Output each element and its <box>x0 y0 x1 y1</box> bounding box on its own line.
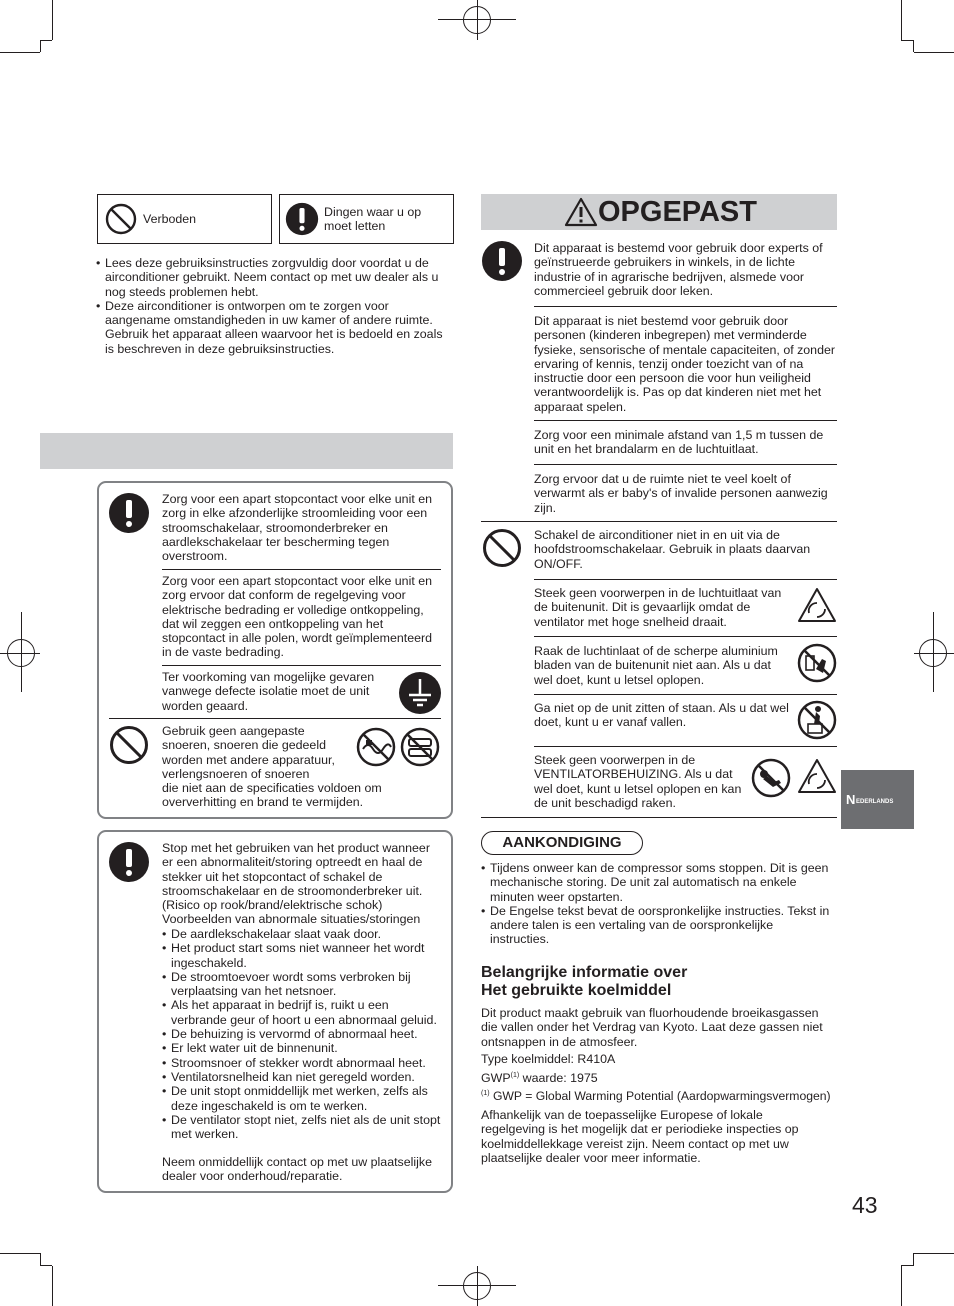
list-item: • De ventilator stopt niet, zelfs niet als de unit stopt met werken. <box>162 1113 442 1142</box>
caution-paragraph: Ga niet op de unit zitten of staan. Als u dat wel doet, kunt u er vanaf vallen. <box>534 701 789 730</box>
language-tab <box>841 770 914 829</box>
list-item: • Het product start soms niet wanneer het wordt ingeschakeld. <box>162 941 442 970</box>
box2-intro: Stop met het gebruiken van het product wanneer er een abnormaliteit/storing optreedt en haal de stekker uit het stopcontact of schakel de stroomschakelaar en de stroomonderbreker uit. (Risico op rook/brand/elektrische schok) <box>162 841 430 913</box>
list-item: • De stroomtoevoer wordt soms verbroken bij verplaatsing van het netsnoer. <box>162 970 442 999</box>
prohibited-icon <box>105 203 137 235</box>
caution-paragraph: Dit apparaat is bestemd voor gebruik door experts of geïnstrueerde gebruikers in winkels, in de lichte industrie of in agrarische bedrijven, alsmede voor commercieel gebruik door leken. <box>534 241 823 298</box>
gwp-sup: (1) <box>510 1071 520 1079</box>
language-tab-rest: EDERLANDS <box>856 799 894 805</box>
box2-examples-title: Voorbeelden van abnormale situaties/storingen <box>162 912 421 926</box>
refrigerant-gwp <box>481 1071 598 1085</box>
footnote-text: GWP = Global Warming Potential (Aardopwarmingsvermogen) <box>489 1089 831 1103</box>
warning-triangle-icon <box>564 197 598 227</box>
prohibited-icon <box>482 528 522 568</box>
caution-paragraph: Steek geen voorwerpen in de luchtuitlaat van de buitenunit. Dit is gevaarlijk omdat de ventilator met hoge snelheid draait. <box>534 586 782 629</box>
no-extension-cord-icon <box>400 727 440 767</box>
notice-list <box>481 861 833 947</box>
box2-outro: Neem onmiddellijk contact op met uw plaatselijke dealer voor onderhoud/reparatie. <box>162 1155 432 1184</box>
caution-paragraph: Zorg voor een minimale afstand van 1,5 m tussen de unit en het brandalarm en de luchtuitlaat. <box>534 428 824 457</box>
refrigerant-paragraph: Dit product maakt gebruik van fluorhoudende broeikasgassen die vallen onder het Verdrag van Kyoto. Laat deze gassen niet ontsnappen in de atmosfeer. <box>481 1006 823 1049</box>
legend-prohibited-label: Verboden <box>143 212 197 226</box>
no-modified-cord-icon <box>356 727 396 767</box>
exclamation-icon <box>109 493 149 533</box>
list-item: • Tijdens onweer kan de compressor soms stoppen. Dit is geen mechanische storing. De unit zal automatisch na enkele minuten weer opstarten. <box>481 861 833 904</box>
caution-title: OPGEPAST <box>598 196 757 228</box>
exclamation-icon <box>482 241 522 281</box>
refrigerant-type: Type koelmiddel: R410A <box>481 1052 616 1066</box>
ground-icon <box>399 672 441 714</box>
page-number: 43 <box>852 1192 878 1218</box>
box1-paragraph: Zorg voor een apart stopcontact voor elke unit en zorg in elke afzonderlijke stroomleiding voor een stroomschakelaar, stroomonderbreker en aardlekschakelaar ter bescherming tegen overstroom. <box>162 492 432 564</box>
no-insert-fan-casing-icon <box>751 758 791 798</box>
caution-banner <box>481 194 837 230</box>
refrigerant-heading-line2: Het gebruikte koelmiddel <box>481 982 672 999</box>
list-item: • Als het apparaat in bedrijf is, ruikt u een verbrande geur of hoort u een abnormaal geluid. <box>162 998 442 1027</box>
caution-paragraph: Zorg ervoor dat u de ruimte niet te veel koelt of verwarmt als er baby's of invalide personen aanwezig zijn. <box>534 472 828 515</box>
rotating-fan-warning-icon <box>797 587 837 623</box>
notice-tag: AANKONDIGING <box>481 831 643 855</box>
list-item: • De behuizing is vervormd of abnormaal heet. <box>162 1027 442 1041</box>
abnormality-list <box>162 927 442 1141</box>
legend-prohibited <box>97 194 272 244</box>
footnote-sup: (1) <box>481 1089 490 1097</box>
refrigerant-heading-line1: Belangrijke informatie over <box>481 964 688 981</box>
list-item: • Ventilatorsnelheid kan niet geregeld worden. <box>162 1070 442 1084</box>
refrigerant-paragraph: Afhankelijk van de toepasselijke Europese of lokale regelgeving is het mogelijk dat er periodieke inspecties op koelmiddellekkage vereist zijn. Neem contact op met uw plaatselijke dealer voor meer informatie. <box>481 1108 799 1165</box>
gwp-label: GWP <box>481 1071 511 1085</box>
intro-list <box>96 256 454 356</box>
exclamation-icon <box>109 842 149 882</box>
caution-paragraph: Schakel de airconditioner niet in en uit via de hoofdstroomschakelaar. Gebruik in plaats daarvan ON/OFF. <box>534 528 811 571</box>
caution-paragraph: Raak de luchtinlaat of de scherpe aluminium bladen van de buitenunit niet aan. Als u dat wel doet, kunt u letsel oplopen. <box>534 644 778 687</box>
intro-item: • Lees deze gebruiksinstructies zorgvuldig door voordat u de airconditioner gebruikt. Neem contact op met uw dealer als u nog steeds problemen hebt. <box>96 256 454 299</box>
no-standing-on-unit-icon <box>797 700 837 740</box>
prohibited-icon <box>109 725 149 765</box>
box1-paragraph: die niet aan de specificaties voldoen om oververhitting en brand te vermijden. <box>162 781 382 810</box>
legend-attention-label: Dingen waar u op moet letten <box>324 205 422 233</box>
intro-item: • Deze airconditioner is ontworpen om te zorgen voor aangename omstandigheden in uw kamer of andere ruimte. Gebruik het apparaat alleen waarvoor het is bedoeld en zoals is beschreven in deze gebruiksinstructies. <box>96 299 454 356</box>
box1-paragraph: Zorg voor een apart stopcontact voor elke unit en zorg ervoor dat conform de regelgeving voor elektrische bedrading er volledige ontkoppeling, dat wil zeggen een ontkoppeling van het stopcontact in alle polen, wordt geïmplementeerd in de vaste bedrading. <box>162 574 432 660</box>
list-item: • De aardlekschakelaar slaat vaak door. <box>162 927 442 941</box>
gwp-value: waarde: 1975 <box>519 1071 598 1085</box>
no-touch-fins-icon <box>797 643 837 683</box>
box1-paragraph: Gebruik geen aangepaste snoeren, snoeren die gedeeld worden met andere apparatuur, verlengsnoeren of snoeren <box>162 724 335 781</box>
caution-paragraph: Steek geen voorwerpen in de VENTILATORBEHUIZING. Als u dat wel doet, kunt u letsel oplopen en kan de unit beschadigd raken. <box>534 753 742 810</box>
caution-paragraph: Dit apparaat is niet bestemd voor gebruik door personen (kinderen inbegrepen) met verminderde fysieke, sensorische of mentale capaciteiten, of zonder ervaring of kennis, tenzij onder toezicht van of na instructie door een persoon die voor hun veiligheid verantwoordelijk is. Pas op dat kinderen niet met het apparaat spelen. <box>534 314 835 414</box>
exclamation-icon <box>285 202 319 236</box>
legend-attention <box>279 194 454 244</box>
list-item: • Stroomsnoer of stekker wordt abnormaal heet. <box>162 1056 442 1070</box>
list-item: • De unit stopt onmiddellijk met werken, zelfs als deze ingeschakeld is om te werken. <box>162 1084 442 1113</box>
list-item: • Er lekt water uit de binnenunit. <box>162 1041 442 1055</box>
language-tab-initial: N <box>846 792 856 807</box>
rotating-fan-warning-icon <box>797 758 837 794</box>
list-item: • De Engelse tekst bevat de oorspronkelijke instructies. Tekst in andere talen is een vertaling van de oorspronkelijke instructies. <box>481 904 833 947</box>
box1-paragraph: Ter voorkoming van mogelijke gevaren vanwege defecte isolatie moet de unit worden geaard. <box>162 670 375 713</box>
refrigerant-footnote <box>481 1089 831 1103</box>
section-bar <box>40 433 453 469</box>
